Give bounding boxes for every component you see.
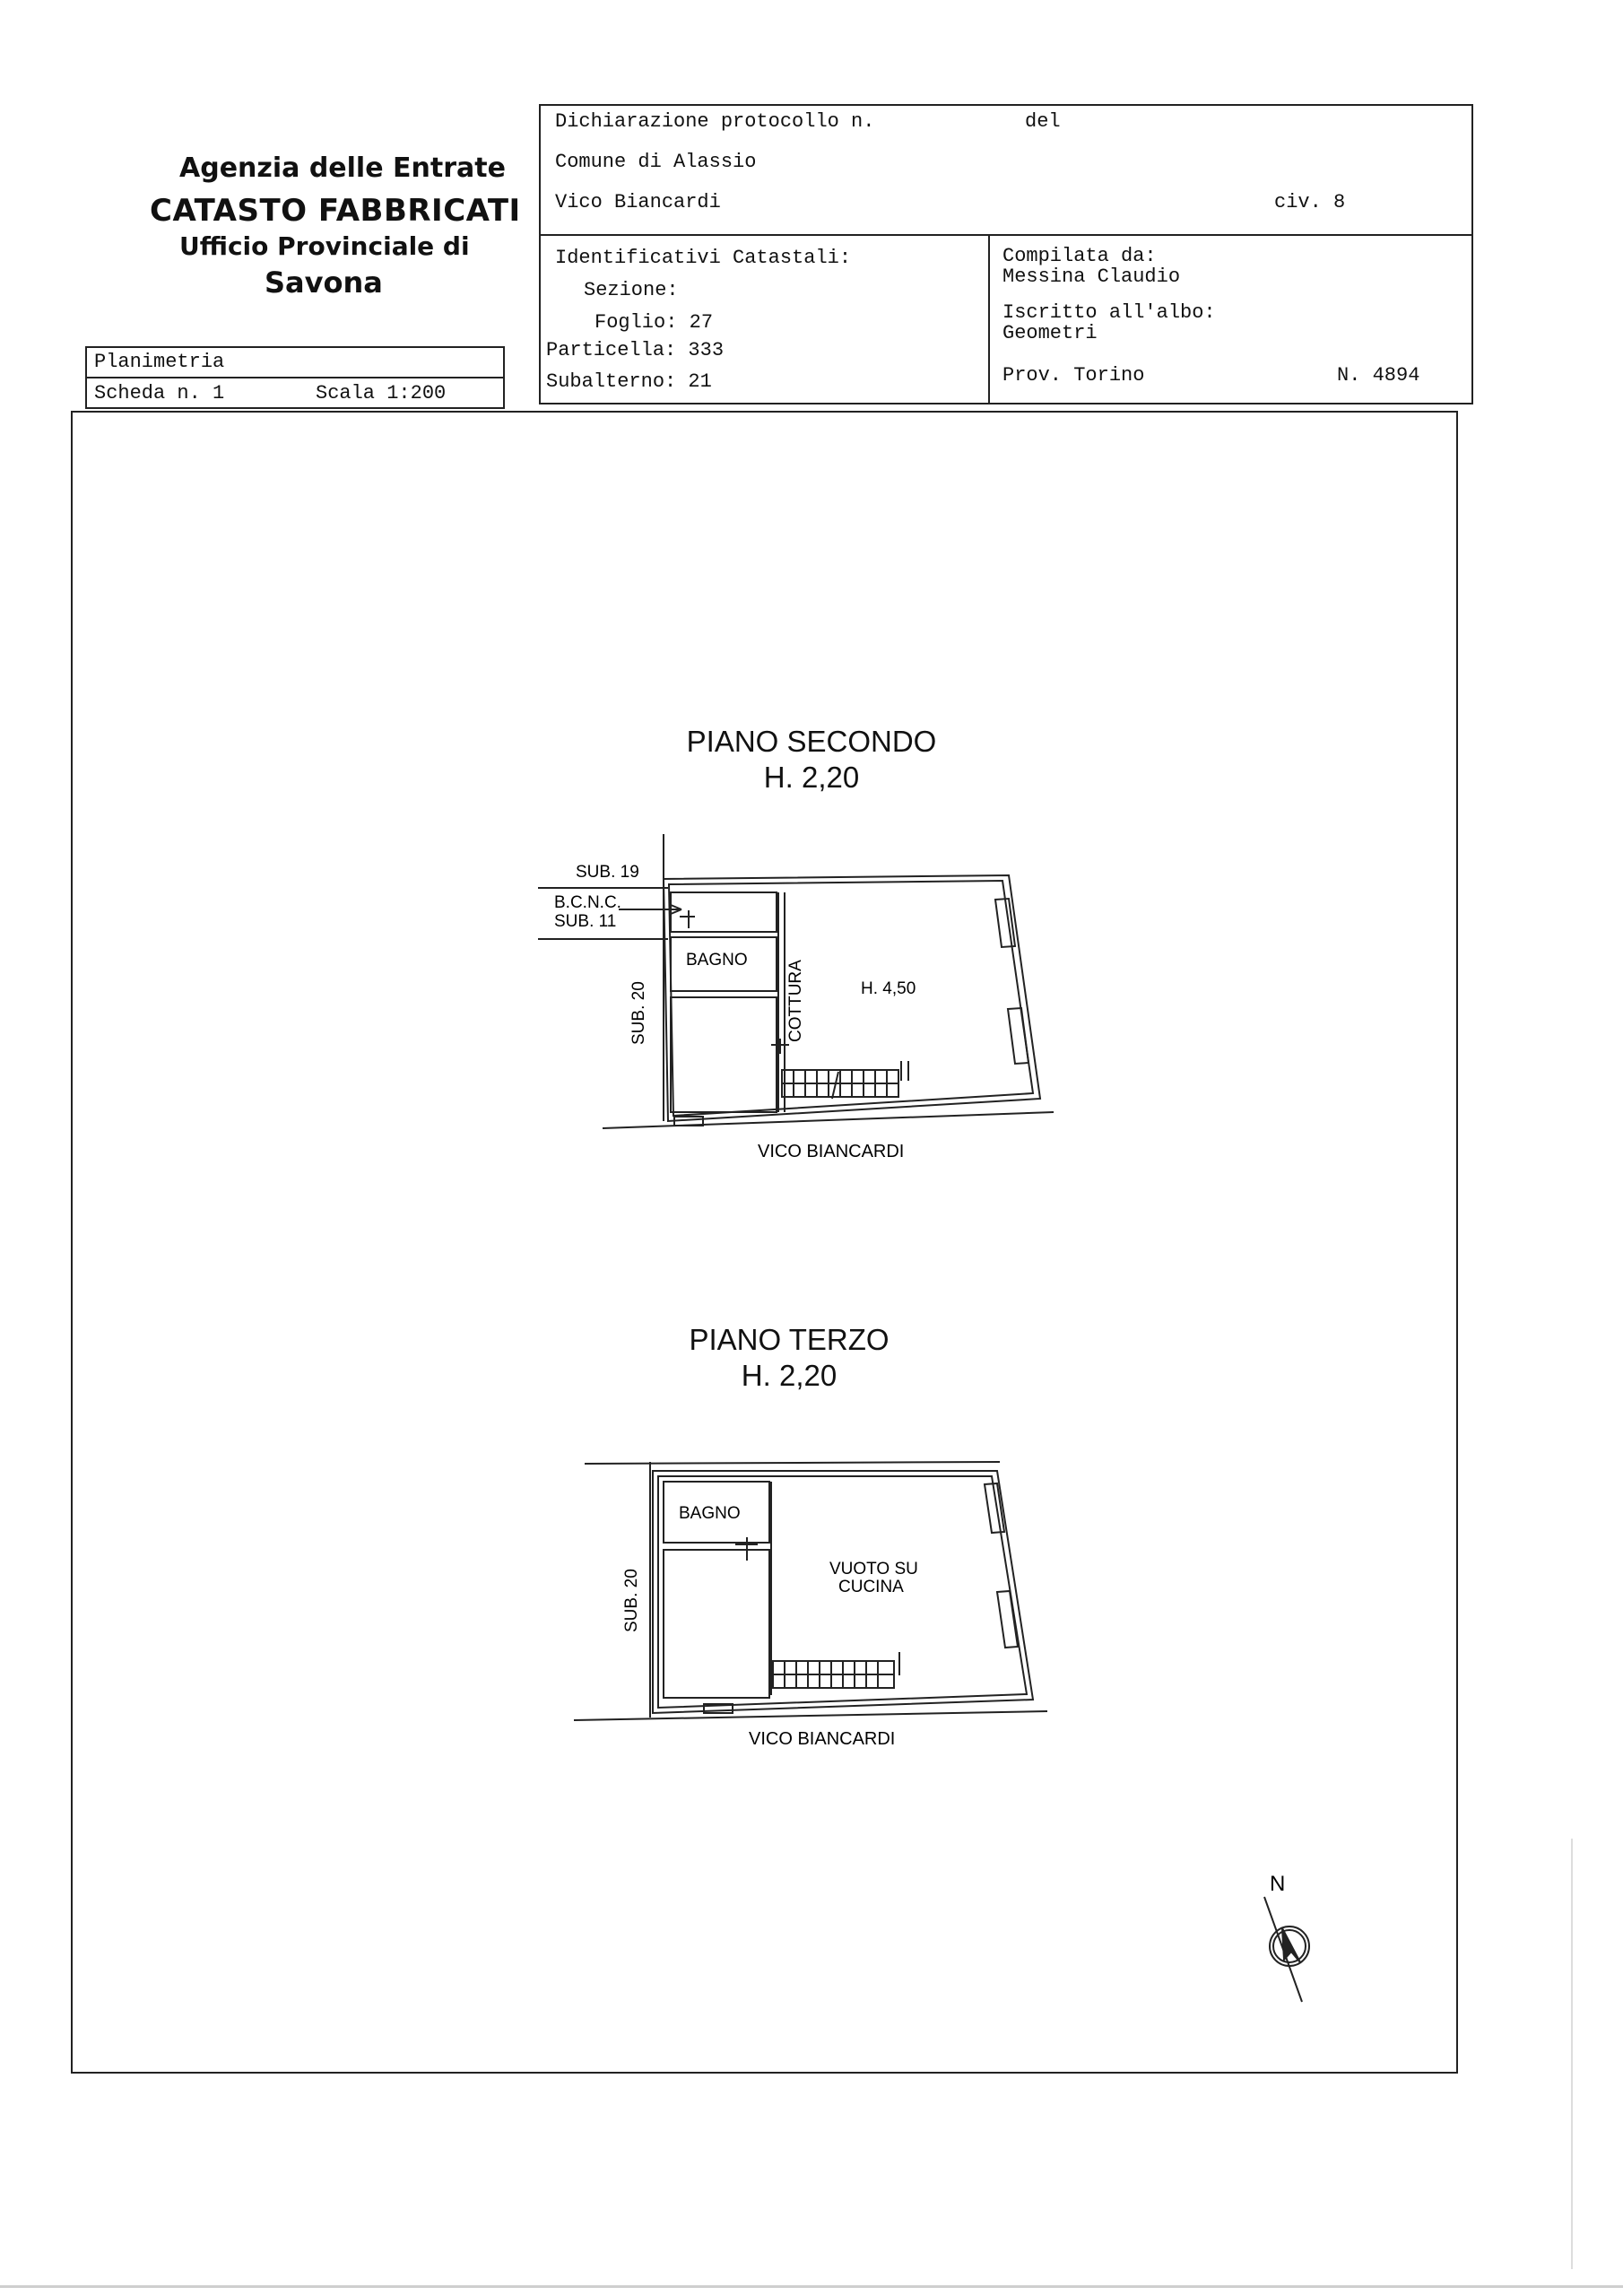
comune-label: Comune di Alassio bbox=[555, 151, 757, 173]
plan-height-terzo: H. 2,20 bbox=[741, 1359, 838, 1392]
protocol-label: Dichiarazione protocollo n. bbox=[555, 110, 875, 133]
sub20-label-secondo: SUB. 20 bbox=[629, 981, 648, 1045]
civic-number: civ. 8 bbox=[1274, 191, 1346, 213]
h450-label: H. 4,50 bbox=[861, 979, 916, 998]
particella-value: Particella: 333 bbox=[546, 339, 725, 361]
catasto-title: CATASTO FABBRICATI bbox=[150, 193, 521, 229]
bagno-label-secondo: BAGNO bbox=[686, 951, 748, 970]
scheda-number: Scheda n. 1 bbox=[94, 382, 225, 404]
del-label: del bbox=[1025, 110, 1061, 133]
street-label-secondo: VICO BIANCARDI bbox=[758, 1142, 905, 1161]
compiler-name: Messina Claudio bbox=[1002, 265, 1181, 288]
ufficio-label: Ufficio Provinciale di bbox=[179, 231, 470, 261]
bcnc-label: B.C.N.C. bbox=[554, 893, 621, 912]
vuoto-label-line2: CUCINA bbox=[838, 1578, 904, 1596]
sub19-label: SUB. 19 bbox=[576, 863, 639, 882]
subalterno-value: Subalterno: 21 bbox=[546, 370, 712, 393]
north-arrow-icon bbox=[1264, 1897, 1309, 2002]
planimetria-label: Planimetria bbox=[94, 351, 225, 373]
registration-number: N. 4894 bbox=[1337, 364, 1420, 387]
address-label: Vico Biancardi bbox=[555, 191, 721, 213]
compiler-label: Compilata da: bbox=[1002, 245, 1157, 267]
bagno-label-terzo: BAGNO bbox=[679, 1504, 741, 1523]
cottura-label: COTTURA bbox=[786, 960, 805, 1042]
sezione-label: Sezione: bbox=[584, 279, 679, 301]
plan-title-secondo: PIANO SECONDO bbox=[686, 725, 937, 758]
page-bottom-edge bbox=[0, 2285, 1623, 2288]
province-name: Savona bbox=[265, 265, 383, 300]
province-label: Prov. Torino bbox=[1002, 364, 1145, 387]
plan-title-terzo: PIANO TERZO bbox=[689, 1323, 890, 1356]
albo-value: Geometri bbox=[1002, 322, 1098, 344]
sub20-label-terzo: SUB. 20 bbox=[622, 1569, 641, 1632]
agency-name: Agenzia delle Entrate bbox=[179, 152, 506, 184]
sub11-label: SUB. 11 bbox=[554, 912, 617, 931]
plan-height-secondo: H. 2,20 bbox=[763, 761, 860, 794]
north-label: N bbox=[1270, 1872, 1286, 1896]
foglio-value: Foglio: 27 bbox=[595, 311, 714, 334]
scale-label: Scala 1:200 bbox=[316, 382, 447, 404]
plan-terzo-walls bbox=[574, 1462, 1047, 1720]
page-right-edge bbox=[1571, 1839, 1573, 2269]
identifiers-heading: Identificativi Catastali: bbox=[555, 247, 852, 269]
street-label-terzo: VICO BIANCARDI bbox=[749, 1729, 896, 1749]
albo-label: Iscritto all'albo: bbox=[1002, 301, 1216, 324]
vuoto-label-line1: VUOTO SU bbox=[829, 1560, 918, 1578]
